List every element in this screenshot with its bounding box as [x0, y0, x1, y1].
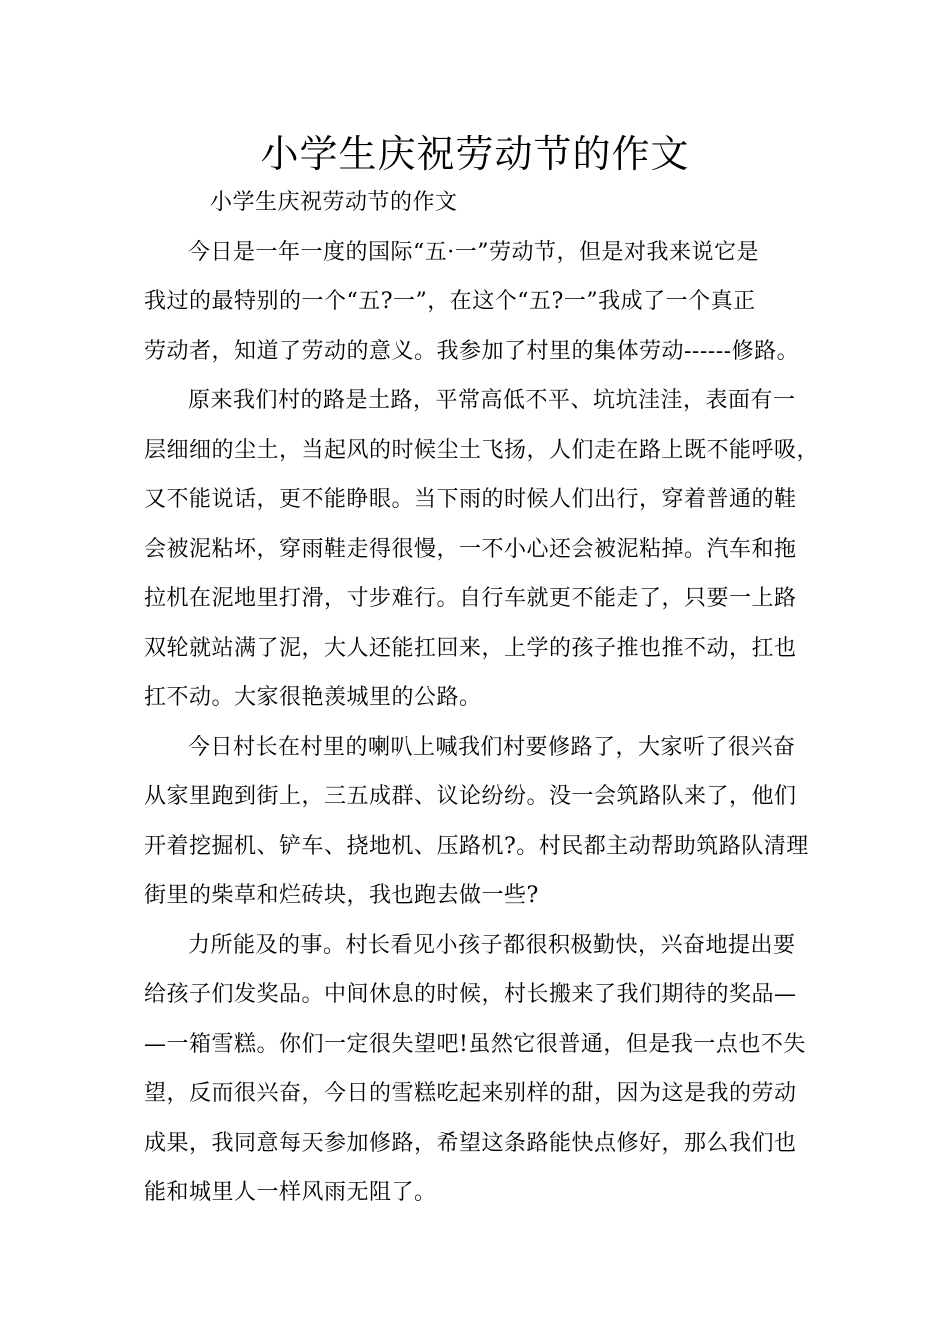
paragraph-1-line-1: 今日是一年一度的国际“五·一”劳动节，但是对我来说它是 [188, 239, 759, 265]
paragraph-4-line-4: 望，反而很兴奋，今日的雪糕吃起来别样的甜，因为这是我的劳动 [144, 1081, 797, 1106]
paragraph-3-line-2: 从家里跑到街上，三五成群、议论纷纷。没一会筑路队来了，他们 [144, 784, 797, 809]
paragraph-4-line-6: 能和城里人一样风雨无阻了。 [144, 1180, 437, 1205]
paragraph-2-line-7: 扛不动。大家很艳羡城里的公路。 [144, 685, 482, 710]
paragraph-4-line-5: 成果，我同意每天参加修路，希望这条路能快点修好，那么我们也 [144, 1130, 797, 1156]
paragraph-3-line-4: 街里的柴草和烂砖块，我也跑去做一些? [144, 883, 539, 908]
paragraph-2-line-3: 又不能说话，更不能睁眼。当下雨的时候人们出行，穿着普通的鞋 [144, 487, 797, 512]
paragraph-3-line-3: 开着挖掘机、铲车、挠地机、压路机?。村民都主动帮助筑路队清理 [144, 833, 809, 859]
paragraph-4-line-2: 给孩子们发奖品。中间休息的时候，村长搬来了我们期待的奖品— [144, 982, 797, 1007]
paragraph-2-line-1: 原来我们村的路是土路，平常高低不平、坑坑洼洼，表面有一 [188, 388, 796, 413]
document-subtitle: 小学生庆祝劳动节的作文 [210, 190, 458, 215]
paragraph-2-line-2: 层细细的尘土，当起风的时候尘土飞扬，人们走在路上既不能呼吸， [144, 437, 820, 463]
paragraph-4-line-1: 力所能及的事。村长看见小孩子都很积极勤快，兴奋地提出要 [188, 932, 796, 958]
paragraph-4-line-3: —一箱雪糕。你们一定很失望吧!虽然它很普通，但是我一点也不失 [144, 1031, 806, 1057]
paragraph-1-line-2: 我过的最特别的一个“五?一”，在这个“五?一”我成了一个真正 [144, 289, 756, 314]
paragraph-3-line-1: 今日村长在村里的喇叭上喊我们村要修路了，大家听了很兴奋 [188, 734, 796, 760]
document-title: 小学生庆祝劳动节的作文 [260, 132, 690, 176]
paragraph-2-line-6: 双轮就站满了泥，大人还能扛回来，上学的孩子推也推不动，扛也 [144, 635, 797, 661]
paragraph-2-line-5: 拉机在泥地里打滑，寸步难行。自行车就更不能走了，只要一上路 [144, 586, 797, 611]
paragraph-1-line-3: 劳动者，知道了劳动的意义。我参加了村里的集体劳动------修路。 [144, 338, 800, 364]
document-body [144, 178, 820, 1218]
paragraph-2-line-4: 会被泥粘坏，穿雨鞋走得很慢，一不小心还会被泥粘掉。汽车和拖 [144, 536, 797, 562]
